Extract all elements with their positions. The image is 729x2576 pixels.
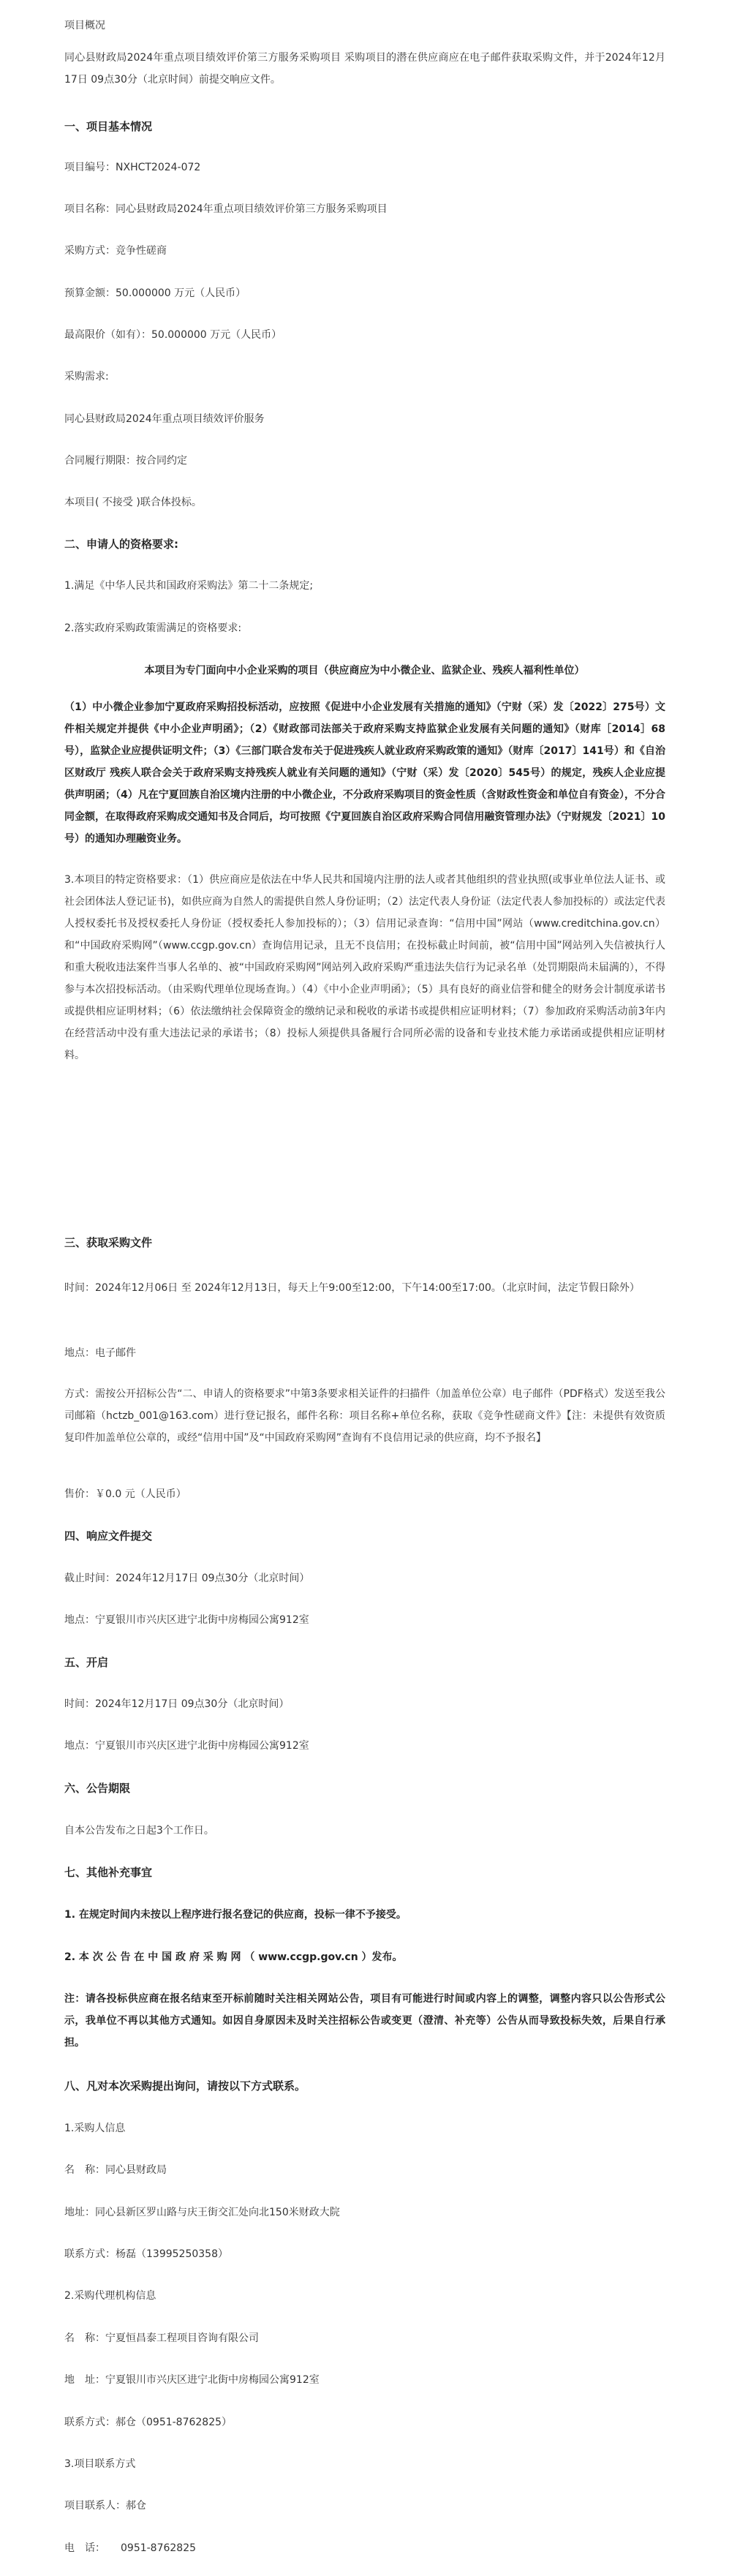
acquire-time: 时间：2024年12月06日 至 2024年12月13日，每天上午9:00至12:00，下午14:00至17:00。（北京时间，法定节假日除外）	[64, 1282, 640, 1294]
agency-title: 2.采购代理机构信息	[64, 2290, 156, 2302]
agency-contact: 联系方式：郝仓（0951-8762825）	[64, 2417, 233, 2428]
opening-place: 地点：宁夏银川市兴庆区进宁北街中房梅园公寓912室	[64, 1740, 309, 1752]
demand-label: 采购需求:	[64, 371, 109, 383]
agency-address: 地 址：宁夏银川市兴庆区进宁北街中房梅园公寓912室	[64, 2374, 320, 2386]
acquire-method: 方式：需按公开招标公告“二、申请人的资格要求”中第3条要求相关证件的扫描件（加盖单位公章）电子邮件（PDF格式）发送至我公司邮箱（hctzb_001@163.com）进行登记报名，邮件名称：项目名称+单位名称，获取《竞争性磋商文件》【注：未提供有效资质复印件加盖单位公章的，或经“信用中国”及“中国政府采购网”查询有不良信用记录的供应商，均不予报名】	[64, 1388, 665, 1444]
section-3-heading: 三、获取采购文件	[64, 1236, 153, 1249]
section-7-heading: 七、其他补充事宜	[64, 1866, 153, 1879]
consortium-note: 本项目( 不接受 )联合体投标。	[64, 497, 202, 508]
project-contact-phone: 电 话： 0951-8762825	[64, 2542, 197, 2554]
section-4-heading: 四、响应文件提交	[64, 1529, 153, 1543]
purchaser-name: 名 称：同心县财政局	[64, 2164, 167, 2176]
max-price: 最高限价（如有）：50.000000 万元（人民币）	[64, 329, 282, 341]
acquire-place: 地点：电子邮件	[64, 1347, 136, 1359]
budget-amount: 预算金额：50.000000 万元（人民币）	[64, 287, 246, 299]
qualification-item-3: 3.本项目的特定资格要求：（1）供应商应是依法在中华人民共和国境内注册的法人或者其他组织的营业执照(或事业单位法人证书、或社会团体法人登记证书)，如供应商为自然人的需提供自然人身份证明；（2）法定代表人身份证（法定代表人参加投标的）或法定代表人授权委托书及授权委托人身份证（授权委托人参加投标的）；（3）信用记录查询：“信用中国”网站（www.creditchina.gov.cn）和“中国政府采购网”（www.ccgp.gov.cn）查询信用记录，且无不良信用；在投标截止时间前，被“信用中国”网站列入失信被执行人和重大税收违法案件当事人名单的、被“中国政府采购网”网站列入政府采购严重违法失信行为记录名单（处罚期限尚未届满的），不得参与本次招投标活动。（由采购代理单位现场查询。）（4）《中小企业声明函》；（5）具有良好的商业信誉和健全的财务会计制度承诺书或提供相应证明材料；（6）依法缴纳社会保障资金的缴纳记录和税收的承诺书或提供相应证明材料；（7）参加政府采购活动前3年内在经营活动中没有重大违法记录的承诺书；（8）投标人须提供具备履行合同所必需的设备和专业技术能力承诺函或提供相应证明材料。	[64, 874, 665, 1061]
qualification-item-1: 1.满足《中华人民共和国政府采购法》第二十二条规定;	[64, 580, 314, 592]
contract-period: 合同履行期限：按合同约定	[64, 455, 187, 467]
section-6-heading: 六、公告期限	[64, 1782, 131, 1795]
project-number: 项目编号：NXHCT2024-072	[64, 162, 201, 173]
section-5-heading: 五、开启	[64, 1656, 109, 1669]
supplement-item-2: 2. 本 次 公 告 在 中 国 政 府 采 购 网 （ www.ccgp.gov.cn ）发布。	[64, 1951, 403, 1963]
supplement-item-1: 1. 在规定时间内未按以上程序进行报名登记的供应商，投标一律不予接受。	[64, 1909, 407, 1921]
page-title: 项目概况	[64, 20, 105, 31]
section-2-heading: 二、申请人的资格要求:	[64, 538, 178, 551]
project-contact-person: 项目联系人：郝仓	[64, 2500, 146, 2512]
overview-paragraph: 同心县财政局2024年重点项目绩效评价第三方服务采购项目 采购项目的潜在供应商应在电子邮件获取采购文件，并于2024年12月17日 09点30分（北京时间）前提交响应文件。	[64, 52, 665, 86]
purchaser-title: 1.采购人信息	[64, 2123, 126, 2134]
supplement-note: 注：请各投标供应商在报名结束至开标前随时关注相关网站公告，项目有可能进行时间或内容上的调整，调整内容只以公告形式公示，我单位不再以其他方式通知。如因自身原因未及时关注招标公告或变更（澄清、补充等）公告从而导致投标失效，后果自行承担。	[64, 1993, 665, 2049]
section-8-heading: 八、凡对本次采购提出询问，请按以下方式联系。	[64, 2079, 306, 2093]
purchaser-contact: 联系方式：杨磊（13995250358）	[64, 2248, 228, 2260]
submission-deadline: 截止时间：2024年12月17日 09点30分（北京时间）	[64, 1573, 310, 1584]
agency-name: 名 称：宁夏恒昌泰工程项目咨询有限公司	[64, 2332, 259, 2344]
procurement-method: 采购方式：竞争性磋商	[64, 245, 167, 257]
sme-statement: 本项目为专门面向中小企业采购的项目（供应商应为中小微企业、监狱企业、残疾人福利性单位）	[144, 665, 585, 677]
notice-period: 自本公告发布之日起3个工作日。	[64, 1825, 214, 1837]
purchaser-address: 地址：同心县新区罗山路与庆王街交汇处向北150米财政大院	[64, 2207, 340, 2218]
project-contact-title: 3.项目联系方式	[64, 2458, 136, 2470]
opening-time: 时间：2024年12月17日 09点30分（北京时间）	[64, 1698, 290, 1710]
section-1-heading: 一、项目基本情况	[64, 120, 153, 133]
submission-place: 地点：宁夏银川市兴庆区进宁北街中房梅园公寓912室	[64, 1614, 309, 1626]
policy-paragraph: （1）中小微企业参加宁夏政府采购招投标活动，应按照《促进中小企业发展有关措施的通知》（宁财（采）发〔2022〕275号）文件相关规定并提供《中小企业声明函》；（2）《财政部司法部关于政府采购支持监狱企业发展有关问题的通知》（财库［2014］68号），监狱企业应提供证明文件；（3）《三部门联合发布关于促进残疾人就业政府采购政策的通知》（财库〔2017〕141号）和《自治区财政厅 残疾人联合会关于政府采购支持残疾人就业有关问题的通知》（宁财（采）发〔2020〕545号）的规定，残疾人企业应提供声明函；（4）凡在宁夏回族自治区境内注册的中小微企业，不分政府采购项目的资金性质（含财政性资金和单位自有资金），不分合同金额，在取得政府采购成交通知书及合同后，均可按照《宁夏回族自治区政府采购合同信用融资管理办法》（宁财规发〔2021〕10号）的通知办理融资业务。	[64, 701, 665, 845]
demand-text: 同心县财政局2024年重点项目绩效评价服务	[64, 413, 265, 425]
qualification-item-2: 2.落实政府采购政策需满足的资格要求:	[64, 622, 242, 634]
document-price: 售价：￥0.0 元（人民币）	[64, 1488, 186, 1500]
project-name: 项目名称：同心县财政局2024年重点项目绩效评价第三方服务采购项目	[64, 203, 388, 215]
